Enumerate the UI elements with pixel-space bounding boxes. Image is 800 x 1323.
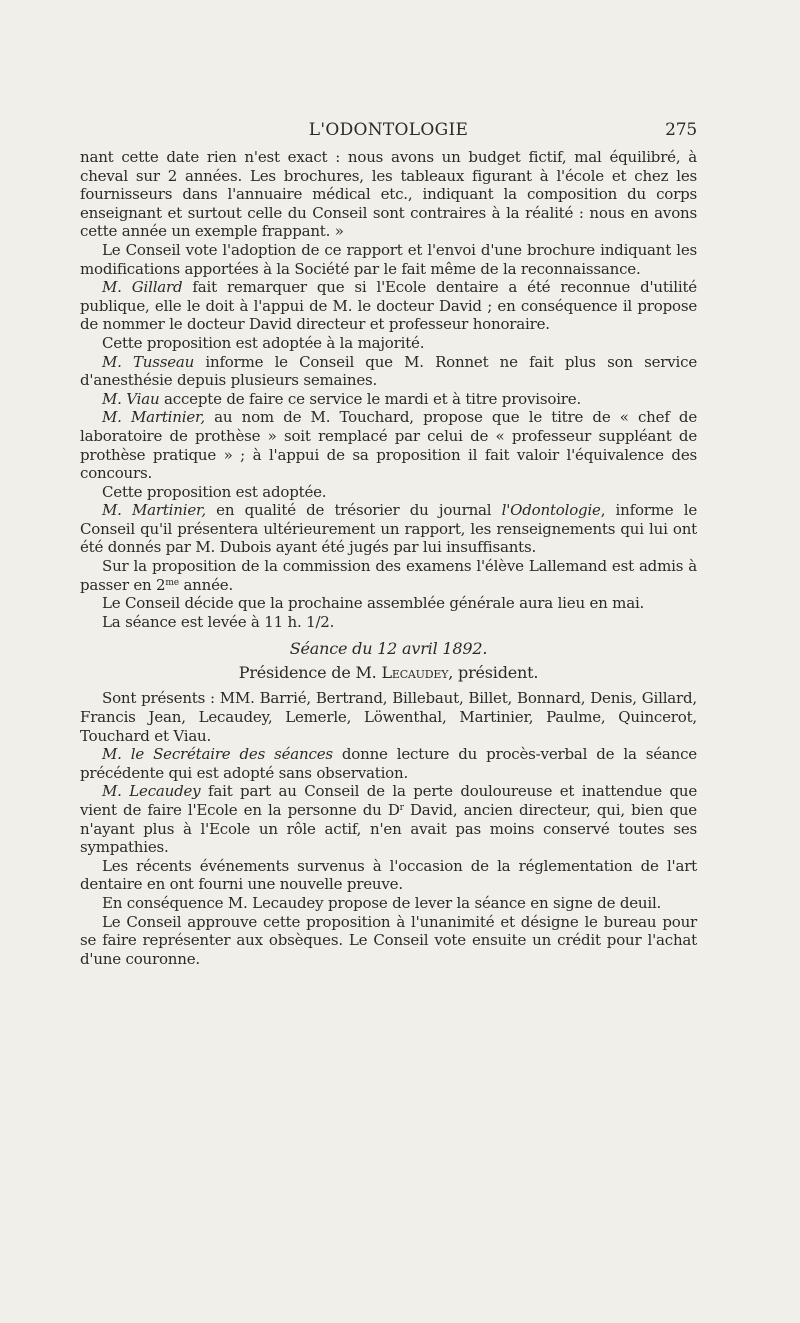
speaker-name: M. Lecaudey [102,782,201,801]
speaker-name: M. le Secrétaire des séances [102,745,333,764]
paragraph-text: informe le Conseil que M. Ronnet ne fait plus son service d'anesthésie depuis plusieurs semaines. [80,352,698,390]
paragraph-text: au nom de M. Touchard, propose que le titre de « chef de laboratoire de prothèse » soit remplacé par celui de « professeur suppléant de prothèse pratique » ; à l'appui de sa proposition il fait valoir l'équivalence des concours. [80,408,698,483]
paragraph-lecaudey [80,782,697,856]
paragraph-events: Les récents événements survenus à l'occasion de la réglementation de l'art dentaire en ont fourni une nouvelle preuve. [80,856,697,894]
paragraph-brochure-vote: Le Conseil vote l'adoption de ce rapport et l'envoi d'une brochure indiquant les modifications apportées à la Société par le fait même de la reconnaissance. [80,240,697,278]
journal-name: l'Odontologie [501,501,601,520]
paragraph-gillard [80,278,697,334]
paragraph-report-end: nant cette date rien n'est exact : nous avons un budget fictif, mal équilibré, à cheval sur 2 années. Les brochures, les tableaux figurant à l'école et chez les fournisseurs dans l'annuaire médical etc., indiquant la composition du corps enseignant et surtout celle du Conseil sont contraires à la réalité : nous en avons cette année un exemple frappant. » [80,148,697,241]
paragraph-text: accepte de faire ce service le mardi et à titre provisoire. [159,389,582,408]
paragraph-assembly: Le Conseil décide que la prochaine assemblée générale aura lieu en mai. [102,594,645,613]
paragraph-text: , informe le Conseil qu'il présentera ultérieurement un rapport, les renseignements qui lui ont été donnés par M. Dubois ayant été jugés par lui insuffisants. [80,501,698,557]
paragraph-text: Sur la proposition de la commission des examens l'élève Lallemand est admis à passer en 2 [80,557,697,594]
paragraph-text: donne lecture du procès-verbal de la séance précédente qui est adopté sans observation. [80,745,697,782]
paragraph-text: en qualité de trésorier du journal [205,501,502,520]
speaker-name: M. Gillard [102,278,183,297]
paragraph-mourning: En conséquence M. Lecaudey propose de lever la séance en signe de deuil. [102,893,662,912]
paragraph-viau [80,390,697,409]
journal-title: L'ODONTOLOGIE [308,120,469,140]
document-page [80,112,697,968]
paragraph-attendance: Sont présents : MM. Barrié, Bertrand, Billebaut, Billet, Bonnard, Denis, Gillard, Francis Jean, Lecaudey, Lemerle, Löwenthal, Martinier, Paulme, Quincerot, Touchard et Viau. [80,689,697,745]
paragraph-text: année. [178,575,234,594]
speaker-name: M. Tusseau [102,352,195,371]
paragraph-text: fait part au Conseil de la perte douloureuse et inattendue que vient de faire l'Ecole en la personne du D [80,782,697,819]
speaker-name: M. Viau [102,389,160,408]
paragraph-martinier-title [80,408,697,482]
page-number: 275 [665,120,697,140]
speaker-name: M. Martinier, [102,501,206,520]
speaker-name: M. Martinier, [102,408,205,427]
presidency-text: , président. [448,663,539,683]
paragraph-secretary [80,745,697,782]
paragraph-adopted: Cette proposition est adoptée. [102,482,327,501]
president-name: Lecaudey [381,663,449,683]
paragraph-majority: Cette proposition est adoptée à la majorité. [102,333,425,352]
paragraph-funeral: Le Conseil approuve cette proposition à l'unanimité et désigne le bureau pour se faire représenter aux obsèques. Le Conseil vote ensuite un crédit pour l'achat d'une couronne. [80,912,697,968]
session-heading: Séance du 12 avril 1892. [289,639,488,659]
paragraph-martinier-treasurer [80,501,697,557]
paragraph-closing: La séance est levée à 11 h. 1/2. [102,612,335,631]
paragraph-text: fait remarquer que si l'Ecole dentaire a été reconnue d'utilité publique, elle le doit à l'appui de M. le docteur David ; en conséquence il propose de nommer le docteur David directeur et professeur honoraire. [80,278,697,334]
ordinal-suffix: me [165,577,179,588]
presidency-text: Présidence de M. [238,663,382,683]
paragraph-text: David, ancien directeur, qui, bien que n'ayant plus à l'Ecole un rôle actif, n'en avait pas moins conservé toutes ses sympathies. [80,801,697,857]
running-header [80,112,697,148]
title-abbreviation: r [399,803,404,813]
presidency-line [80,663,697,683]
paragraph-tusseau [80,353,697,390]
paragraph-lallemand [80,557,697,594]
